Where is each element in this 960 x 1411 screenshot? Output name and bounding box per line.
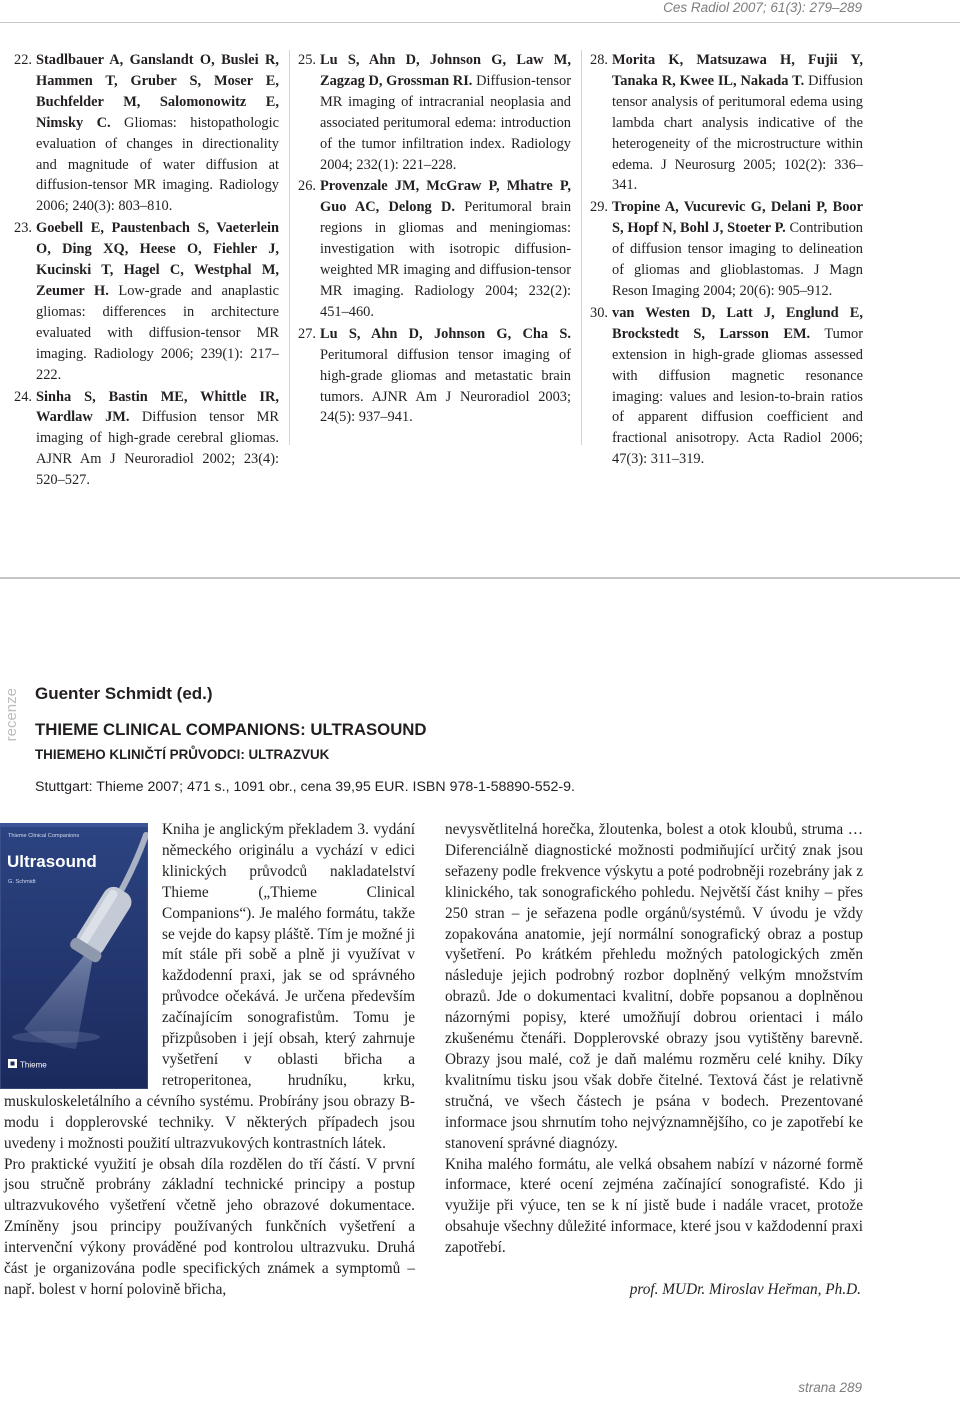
reference-item — [14, 387, 279, 492]
review-paragraph: Kniha malého formátu, ale velká obsahem nabízí v názorné formě informace, které ocení zejména začínající sonografisté. Kdo ji využije při výuce, ten se k ní jistě bude i nadále vracet, protože obsahuje všechny důležité informace, které jsou v každodenní praxi zapotřebí. — [445, 1155, 863, 1257]
reference-authors: Sinha S, Bastin ME, Whittle IR, Wardlaw JM. — [36, 388, 279, 426]
section-divider — [0, 577, 960, 579]
cover-author-text: G. Schmidt — [8, 879, 36, 885]
reference-item — [14, 218, 279, 385]
reference-item — [298, 176, 571, 322]
cover-title-text: Ultrasound — [7, 852, 97, 871]
reference-number: 26. — [298, 178, 316, 195]
reference-column-1 — [14, 50, 279, 492]
book-cover-image — [0, 823, 148, 1089]
reference-item — [590, 303, 863, 470]
review-publication-info: Stuttgart: Thieme 2007; 471 s., 1091 obr., cena 39,95 EUR. ISBN 978-1-58890-552-9. — [35, 779, 575, 795]
reference-authors: van Westen D, Latt J, Englund E, Brockstedt S, Larsson EM. — [612, 304, 863, 342]
reference-details: Gliomas: histopathologic evaluation of changes in directionality and magnitude of water diffusion at diffusion-tensor MR imaging. Radiology 2006; 240(3): 803–810. — [36, 114, 279, 215]
reference-details: Diffusion tensor analysis of peritumoral edema using lambda chart analysis indicative of the heterogeneity of the microstructure within edema. J Neurosurg 2005; 102(2): 336–341. — [612, 72, 863, 194]
review-paragraph: Pro praktické využití je obsah díla rozdělen do tří částí. V první jsou stručně probrány základní technické principy a postup ultrazvukového vyšetření včetně jeho obrazové dokumentace. Zmíněny jsou principy používaných funkčních vyšetření a intervenční výkony prováděné pod kontrolou ultrazvuku. Druhá část je organizována podle specifických známek a symptomů – např. bolest v horní polovině břicha, — [4, 1155, 415, 1298]
reference-number: 24. — [14, 388, 32, 405]
reference-column-2 — [298, 50, 571, 429]
reference-details: Contribution of diffusion tensor imaging to delineation of gliomas and glioblastomas. J Magn Reson Imaging 2004; 20(6): 905–912. — [612, 220, 863, 299]
reference-details: Peritumoral diffusion tensor imaging of high-grade gliomas and metastatic brain tumors. AJNR Am J Neuroradiol 2003; 24(5): 937–941. — [320, 346, 571, 426]
reference-number: 27. — [298, 325, 316, 342]
column-divider — [289, 50, 290, 445]
reference-number: 30. — [590, 304, 608, 321]
review-body-right-column — [445, 820, 863, 1301]
review-book-title-czech: THIEMEHO KLINIČTÍ PRŮVODCI: ULTRAZVUK — [35, 747, 330, 762]
reference-authors: Morita K, Matsuzawa H, Fujii Y, Tanaka R, Kwee IL, Nakada T. — [612, 52, 863, 89]
book-cover-illustration — [0, 823, 148, 1089]
reference-authors: Tropine A, Vucurevic G, Delani P, Boor S, Hopf N, Bohl J, Stoeter P. — [612, 199, 863, 237]
reference-number: 29. — [590, 199, 608, 216]
reference-authors: Stadlbauer A, Ganslandt O, Buslei R, Hammen T, Gruber S, Moser E, Buchfelder M, Salomonowitz E, Nimsky C. — [36, 52, 279, 131]
reference-details: Tumor extension in high-grade gliomas assessed with diffusion magnetic resonance imaging: values and lesion-to-brain ratios of apparent diffusion coefficient and fractional anisotropy. Acta Radiol 2006; 47(3): 311–319. — [612, 325, 864, 468]
reference-item — [298, 50, 571, 175]
reference-details: Diffusion tensor MR imaging of high-grade cerebral gliomas. AJNR Am J Neuroradiol 2002; 23(4): 520–527. — [36, 409, 279, 489]
review-paragraph: nevysvětlitelná horečka, žloutenka, bolest a otok kloubů, struma … Diferenciálně diagnostické možnosti podmiňující určitý znak jsou seřazeny podle frekvence výskytu a poté podrobněji rozebrány jak z klinického, tak sonografického pohledu. Největší část knihy – přes 250 stran – je seřazena podle orgánů/systémů. V úvodu je vždy zopakována anatomie, její normální sonografický obraz a postup vyšetření. Po krátkém přehledu možných patologických změn následuje jejich podrobný rozbor doplněný velkým množstvím obrazů. Jde o dokumentaci kvalitní, dobře popsanou a doplněnou názornými popisy, které umožňují dobrou orientaci i málo zkušenému čtenáři. Dopplerovské obrazy jsou vytištěny barevně. Obrazy jsou malé, což je daň malému rozměru celé knihy. Díky kvalitnímu tisku jsou však dobře čitelné. Textová část je relativně stručná, ve všech částech je psána v bodech. Prezentované informace jsou shrnutím toho nejvýznamnějšího, co je zapotřebí ke stanovení správné diagnózy. — [445, 821, 863, 1152]
page-number: strana 289 — [798, 1380, 862, 1395]
cover-top-band — [0, 823, 148, 827]
reference-item — [590, 50, 863, 196]
reference-number: 22. — [14, 52, 32, 68]
reference-number: 25. — [298, 52, 316, 68]
reference-details: Diffusion-tensor MR imaging of intracranial neoplasia and associated peritumoral edema: introduction of the tumor infiltration index. Radiology 2004; 232(1): 221–228. — [320, 72, 571, 173]
reference-authors: Provenzale JM, McGraw P, Mhatre P, Guo AC, Delong D. — [320, 178, 571, 216]
section-label: recenze — [3, 688, 20, 742]
reference-item — [14, 50, 279, 217]
reference-authors: Lu S, Ahn D, Johnson G, Law M, Zagzag D, Grossman RI. — [320, 52, 571, 89]
header-divider — [0, 22, 960, 23]
reference-authors: Lu S, Ahn D, Johnson G, Cha S. — [320, 325, 571, 342]
reference-item — [590, 197, 863, 302]
running-header-citation: Ces Radiol 2007; 61(3): 279–289 — [663, 0, 862, 15]
reference-number: 23. — [14, 220, 32, 237]
review-book-title: THIEME CLINICAL COMPANIONS: ULTRASOUND — [35, 720, 427, 739]
reference-details: Low-grade and anaplastic gliomas: differences in architecture evaluated with diffusion-tensor MR imaging. Radiology 2006; 239(1): 217–222. — [36, 282, 279, 383]
review-author-signature: prof. MUDr. Miroslav Heřman, Ph.D. — [629, 1281, 861, 1299]
reference-column-3 — [590, 50, 863, 471]
reference-number: 28. — [590, 52, 608, 68]
reference-item — [298, 324, 571, 429]
review-paragraph: Kniha je anglickým překladem 3. vydání německého originálu a vychází v edici klinických průvodců nakladatelství Thieme („Thieme Clinical Companions“). Je malého formátu, takže se vejde do kapsy pláště. Tím je možné ji mít stále při sobě a plně ji využívat v každodenní praxi, jak se od správného průvodce očekává. Je určena především začínajícím sonografistům. Tomu je přizpůsoben i její obsah, který zahrnuje vyšetření v oblasti břicha a retroperitonea, hrudníku, krku, muskuloskeletálního a cévního systému. Probírány jsou obrazy B-modu i dopplerovské techniky. V některých případech jsou uvedeny i možnosti použití ultrazvukových kontrastních látek. — [4, 821, 415, 1152]
thieme-logo-icon — [8, 1059, 47, 1070]
column-divider — [581, 50, 582, 445]
cover-publisher-text: Thieme — [20, 1060, 47, 1070]
review-book-editor: Guenter Schmidt (ed.) — [35, 684, 213, 703]
review-body-left-column — [4, 820, 415, 1301]
reference-details: Peritumoral brain regions in gliomas and meningiomas: investigation with isotropic diffusion-weighted MR imaging and diffusion-tensor MR imaging. Radiology 2004; 232(2): 451–460. — [320, 199, 572, 320]
reference-authors: Goebell E, Paustenbach S, Vaeterlein O, Ding XQ, Heese O, Fiehler J, Kucinski T, Hagel C, Westphal M, Zeumer H. — [36, 220, 279, 299]
cover-series-text: Thieme Clinical Companions — [8, 833, 80, 839]
